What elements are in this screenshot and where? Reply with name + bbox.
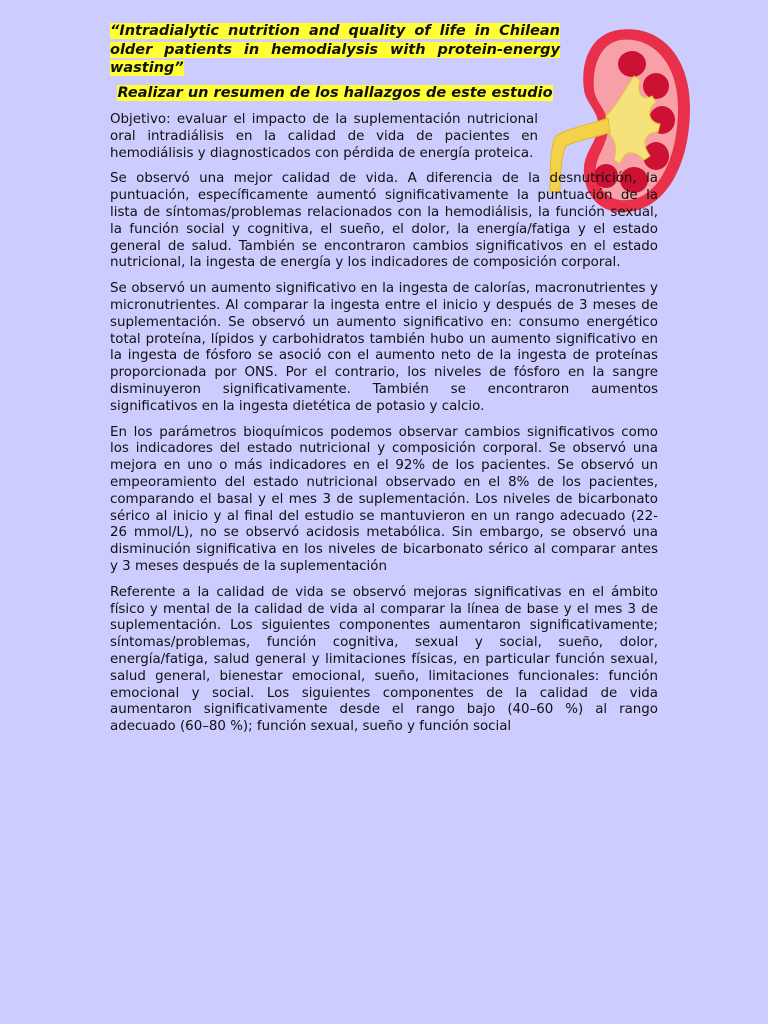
paragraph-intake: Se observó un aumento significativo en la ingesta de calorías, macronutrientes y micronutrientes. Al comparar la ingesta entre el inicio y después de 3 meses de suplementación. Se observó un aumento significativo en: consumo energético total proteína, lípidos y carbohidratos también hubo un aumento significativo en la ingesta de fósforo se asoció con el aumento neto de la ingesta de proteínas proporcionada por ONS. Por el contrario, los niveles de fósforo en la sangre disminuyeron significativamente. También se encontraron aumentos significativos en la ingesta dietética de potasio y calcio. <box>110 281 658 414</box>
paragraph-quality-of-life: Se observó una mejor calidad de vida. A diferencia de la desnutrición, la puntuación, específicamente aumentó significativamente la puntuación de la lista de síntomas/problemas relacionados con la hemodiálisis, la función sexual, la función social y cognitiva, el sueño, el dolor, la energía/fatiga y el estado general de salud. También se encontraron cambios significativos en el estado nutricional, la ingesta de energía y los indicadores de composición corporal. <box>110 171 658 271</box>
document-title <box>110 22 560 78</box>
subtitle-highlight: Realizar un resumen de los hallazgos de este estudio <box>117 84 553 101</box>
paragraph-objective: Objetivo: evaluar el impacto de la suplementación nutricional oral intradiálisis en la calidad de vida de pacientes en hemodiálisis y diagnosticados con pérdida de energía proteica. <box>110 112 538 161</box>
paragraph-quality-components: Referente a la calidad de vida se observó mejoras significativas en el ámbito físico y mental de la calidad de vida al comparar la línea de base y el mes 3 de suplementación. Los siguientes componentes aumentaron significativamente; síntomas/problemas, función cognitiva, sexual y social, sueño, dolor, energía/fatiga, salud general y limitaciones físicas, en particular función sexual, salud general, bienestar emocional, sueño, limitaciones funcionales: función emocional y social. Los siguientes componentes de la calidad de vida aumentaron significativamente desde el rango bajo (40–60 %) al rango adecuado (60–80 %); función sexual, sueño y función social <box>110 584 658 735</box>
document-body <box>110 22 658 745</box>
title-highlight: “Intradialytic nutrition and quality of life in Chilean older patients in hemodialysis with protein-energy wasting” <box>110 23 560 76</box>
paragraph-biochemical: En los parámetros bioquímicos podemos observar cambios significativos como los indicadores del estado nutricional y composición corporal. Se observó una mejora en uno o más indicadores en el 92% de los pacientes. Se observó un empeoramiento del estado nutricional observado en el 8% de los pacientes, comparando el basal y el mes 3 de suplementación. Los niveles de bicarbonato sérico al inicio y al final del estudio se mantuvieron en un rango adecuado (22-26 mmol/L), no se observó acidosis metabólica. Sin embargo, se observó una disminución significativa en los niveles de bicarbonato sérico al comparar antes y 3 meses después de la suplementación <box>110 424 658 574</box>
document-subtitle <box>110 84 560 103</box>
